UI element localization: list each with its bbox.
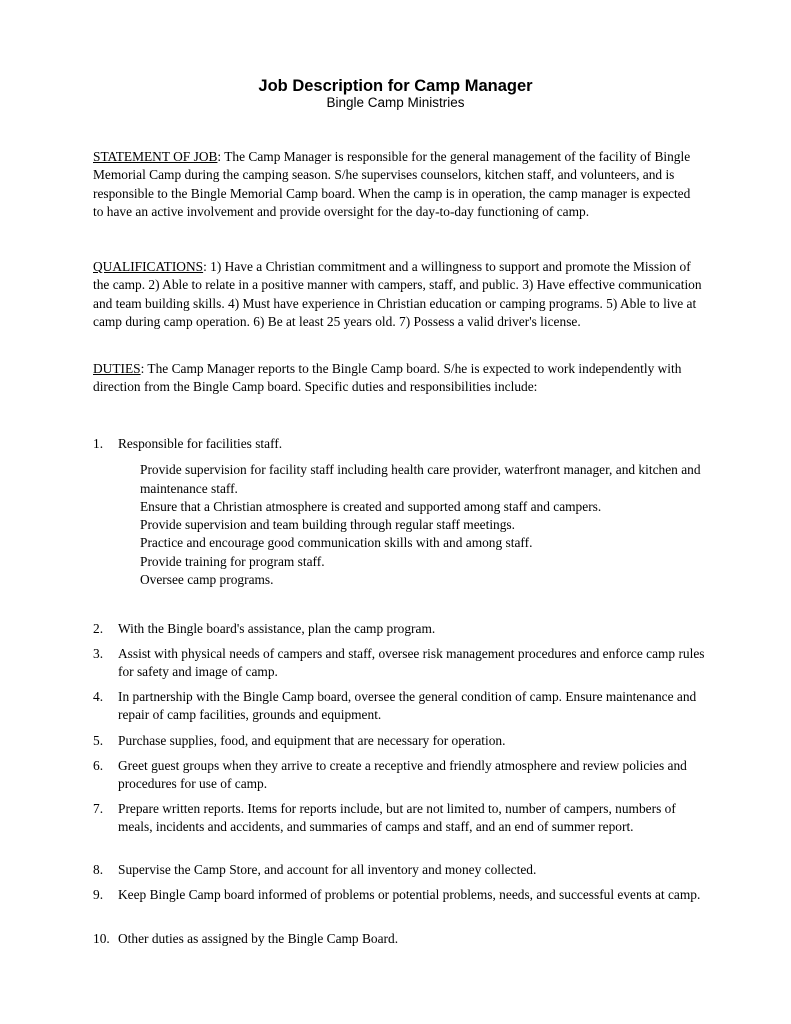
duty-item <box>93 732 708 750</box>
duties-list-8 <box>93 861 708 879</box>
duty-item <box>93 861 708 879</box>
sub-duty-item: Provide supervision for facility staff including health care provider, waterfront manager, and kitchen and maintenance staff. <box>140 462 701 496</box>
duties-list-4 <box>93 688 708 725</box>
sub-duty-item: Ensure that a Christian atmosphere is created and supported among staff and campers. <box>140 498 602 514</box>
document-subtitle: Bingle Camp Ministries <box>326 95 465 110</box>
duty-item <box>93 930 708 948</box>
sub-duty-item: Provide supervision and team building through regular staff meetings. <box>140 517 515 533</box>
qualifications-heading: QUALIFICATIONS <box>93 259 204 274</box>
document-title: Job Description for Camp Manager <box>258 77 533 95</box>
duties-list-3 <box>93 645 708 682</box>
duty-text: Keep Bingle Camp board informed of problems or potential problems, needs, and successful events at camp. <box>118 887 701 902</box>
duties-list-6 <box>93 757 708 794</box>
duty-item <box>93 800 708 837</box>
duty-text: Responsible for facilities staff. <box>118 436 283 451</box>
sub-duty-item: Provide training for program staff. <box>140 553 325 569</box>
duties-list-7 <box>93 800 708 837</box>
duties-heading: DUTIES <box>93 361 141 376</box>
sub-duty-item: Oversee camp programs. <box>140 572 274 588</box>
duty-number: 8. <box>93 862 104 877</box>
duties-list-5 <box>93 732 708 750</box>
duty-text: Prepare written reports. Items for reports include, but are not limited to, number of campers, numbers of meals, incidents and accidents, and summaries of camps and staff, and an end of summer report. <box>118 801 676 835</box>
duty-text: Assist with physical needs of campers and staff, oversee risk management procedures and enforce camp rules for safety and image of camp. <box>118 646 705 680</box>
duty-number: 9. <box>93 887 104 902</box>
duty-number: 7. <box>93 801 104 816</box>
duty-number: 10. <box>93 931 110 946</box>
statement-text: : The Camp Manager is responsible for the general management of the facility of Bingle Memorial Camp during the camping season. S/he supervises counselors, kitchen staff, and volunteers, and is responsible to the Bingle Memorial Camp board. When the camp is in operation, the camp manager is expected to have an active involvement and provide oversight for the day-to-day functioning of camp. <box>93 149 691 219</box>
duties-intro-paragraph <box>93 360 703 397</box>
duty-number: 6. <box>93 758 104 773</box>
duty-item <box>93 620 708 638</box>
duties-list-10 <box>93 930 708 948</box>
sub-duty-item: Practice and encourage good communication skills with and among staff. <box>140 535 533 551</box>
duty-number: 1. <box>93 436 104 451</box>
qualifications-text: : 1) Have a Christian commitment and a willingness to support and promote the Mission of the camp. 2) Able to relate in a positive manner with campers, staff, and public. 3) Have effective communication and team building skills. 4) Must have experience in Christian education or camping programs. 5) Able to live at camp during camp operation. 6) Be at least 25 years old. 7) Possess a valid driver's license. <box>93 259 702 329</box>
duty-number: 5. <box>93 733 104 748</box>
duty-number: 2. <box>93 621 104 636</box>
duty-number: 3. <box>93 646 104 661</box>
duties-list <box>93 435 708 589</box>
duties-list-2 <box>93 620 708 638</box>
statement-paragraph <box>93 148 703 221</box>
statement-heading: STATEMENT OF JOB <box>93 149 218 164</box>
duty-item <box>93 645 708 682</box>
duties-list-9 <box>93 886 708 904</box>
duties-intro-text: : The Camp Manager reports to the Bingle Camp board. S/he is expected to work independently with direction from the Bingle Camp board. Specific duties and responsibilities include: <box>93 361 682 395</box>
duty-text: Greet guest groups when they arrive to create a receptive and friendly atmosphere and review policies and procedures for use of camp. <box>118 758 687 792</box>
duty-item <box>93 435 708 589</box>
duty-item <box>93 688 708 725</box>
duty-item <box>93 886 708 904</box>
duty-text: Other duties as assigned by the Bingle Camp Board. <box>118 931 399 946</box>
qualifications-paragraph <box>93 258 703 331</box>
duty-text: With the Bingle board's assistance, plan the camp program. <box>118 621 436 636</box>
duty-sublist <box>140 461 708 589</box>
duty-text: Purchase supplies, food, and equipment that are necessary for operation. <box>118 733 506 748</box>
duty-text: Supervise the Camp Store, and account for all inventory and money collected. <box>118 862 537 877</box>
duty-item <box>93 757 708 794</box>
duty-text: In partnership with the Bingle Camp board, oversee the general condition of camp. Ensure maintenance and repair of camp facilities, grounds and equipment. <box>118 689 697 723</box>
duty-number: 4. <box>93 689 104 704</box>
